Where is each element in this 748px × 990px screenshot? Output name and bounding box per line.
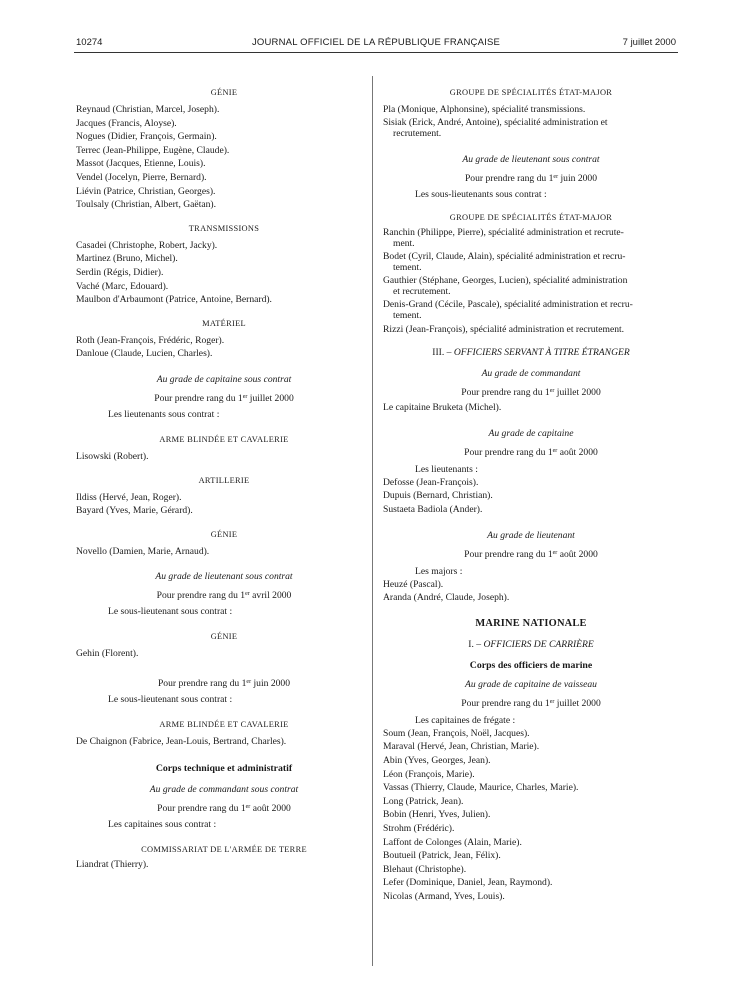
list-item: Gehin (Florent). [76,648,139,660]
list-item: Heuzé (Pascal). [383,578,444,590]
list-item: Vaché (Marc, Edouard). [76,280,169,292]
list-intro: Les capitaines de frégate : [415,714,516,726]
list-item: Ildiss (Hervé, Jean, Roger). [76,491,182,503]
list-item: Gauthier (Stéphane, Georges, Lucien), spécialité administration et recrutement. [383,274,628,297]
header-rule [74,52,678,53]
list-item: Serdin (Régis, Didier). [76,266,164,278]
list-item: Long (Patrick, Jean). [383,795,464,807]
name-list [383,476,679,517]
name-list [76,239,372,307]
list-item: Abin (Yves, Georges, Jean). [383,754,491,766]
section-title: GÉNIE [210,88,238,97]
list-item: Bodet (Cyril, Claude, Alain), spécialité administration et recru- tement. [383,250,626,273]
name-list [383,727,679,904]
list-item: Maraval (Hervé, Jean, Christian, Marie). [383,741,540,753]
section-title: GÉNIE [210,529,238,539]
list-item: Toulsaly (Christian, Albert, Gaëtan). [76,199,217,211]
list-item: Sustaeta Badiola (Ander). [383,503,483,515]
section-title: MATÉRIEL [202,318,246,328]
list-item: Nicolas (Armand, Yves, Louis). [383,890,505,902]
rank-date: Pour prendre rang du 1er juin 2000 [157,677,291,689]
rank-date: Pour prendre rang du 1er juin 2000 [464,172,598,184]
rank-date: Pour prendre rang du 1er juillet 2000 [461,697,601,709]
list-item: Nogues (Didier, François, Germain). [76,131,217,143]
name-list [76,103,372,212]
name-list [76,450,372,464]
name-list [76,545,372,559]
list-item: Boutueil (Patrick, Jean, Félix). [383,850,501,862]
rank-date: Pour prendre rang du 1er août 2000 [464,446,598,458]
list-item: Denis-Grand (Cécile, Pascale), spécialité administration et recru- tement. [383,298,633,321]
grade-heading: Au grade de lieutenant [487,529,575,541]
name-list [76,735,372,749]
list-item: Rizzi (Jean-François), spécialité administration et recrutement. [383,323,625,335]
grade-heading: Au grade de commandant [481,368,581,380]
list-item: Vendel (Jocelyn, Pierre, Bernard). [76,171,207,183]
section-title: GROUPE DE SPÉCIALITÉS ÉTAT-MAJOR [449,88,613,97]
rank-date: Pour prendre rang du 1er juillet 2000 [461,387,601,399]
section-title: GÉNIE [210,632,238,642]
left-column [76,86,372,872]
right-column [383,86,679,903]
name-list [76,491,372,518]
name-list [76,334,372,361]
grade-heading: Au grade de lieutenant sous contrat [155,571,293,583]
list-item: Liévin (Patrice, Christian, Georges). [76,185,216,197]
list-item: Liandrat (Thierry). [76,859,149,871]
list-item: Blehaut (Christophe). [383,863,467,875]
list-item: Sisiak (Erick, André, Antoine), spécialité administration et recrutement. [383,116,608,139]
list-item: Ranchin (Philippe, Pierre), spécialité administration et recrute- ment. [383,226,624,249]
column-divider [372,76,373,966]
list-item: Reynaud (Christian, Marcel, Joseph). [76,104,220,115]
grade-heading: Au grade de commandant sous contrat [149,784,299,796]
list-item: De Chaignon (Fabrice, Jean-Louis, Bertrand, Charles). [76,735,287,747]
list-item: Terrec (Jean-Philippe, Eugène, Claude). [76,144,230,156]
section-title: GROUPE DE SPÉCIALITÉS ÉTAT-MAJOR [449,212,613,222]
list-item: Danloue (Claude, Lucien, Charles). [76,348,213,360]
list-item: Defosse (Jean-François). [383,476,479,488]
list-intro: Les lieutenants sous contrat : [108,408,220,420]
grade-heading: Au grade de capitaine sous contrat [156,373,292,385]
list-item: Lisowski (Robert). [76,450,149,462]
corps-heading: Corps technique et administratif [155,763,293,775]
list-item: Dupuis (Bernard, Christian). [383,490,493,502]
rank-date: Pour prendre rang du 1er avril 2000 [156,590,292,602]
section-title: COMMISSARIAT DE L'ARMÉE DE TERRE [141,845,307,855]
section-title: ARTILLERIE [198,475,250,485]
corps-heading: Corps des officiers de marine [469,659,593,671]
name-list [383,578,679,605]
list-intro: Le sous-lieutenant sous contrat : [108,606,233,618]
list-item: Strohm (Frédéric). [383,822,455,834]
rank-date: Pour prendre rang du 1er juillet 2000 [154,392,294,404]
section-heading: III. – OFFICIERS SERVANT À TITRE ÉTRANGER [432,347,630,359]
list-intro: Les capitaines sous contrat : [108,819,217,831]
list-item: Roth (Jean-François, Frédéric, Roger). [76,334,225,346]
list-item: Martinez (Bruno, Michel). [76,253,178,265]
rank-date: Pour prendre rang du 1er août 2000 [157,803,291,815]
list-item: Casadei (Christophe, Robert, Jacky). [76,239,218,251]
grade-heading: Au grade de capitaine [488,427,574,439]
list-item: Léon (François, Marie). [383,768,475,780]
issue-date: 7 juillet 2000 [622,37,676,48]
name-list [76,647,372,661]
section-title: TRANSMISSIONS [188,223,260,233]
list-item: Le capitaine Bruketa (Michel). [383,402,502,414]
list-item: Bobin (Henri, Yves, Julien). [383,809,491,821]
list-item: Pla (Monique, Alphonsine), spécialité transmissions. [383,104,586,115]
list-item: Soum (Jean, François, Noël, Jacques). [383,727,530,739]
list-intro: Les lieutenants : [415,463,478,475]
name-list [76,858,372,872]
ministry-heading: MARINE NATIONALE [475,617,587,629]
list-intro: Les sous-lieutenants sous contrat : [415,188,547,200]
rank-date: Pour prendre rang du 1er août 2000 [464,548,598,560]
list-item: Bayard (Yves, Marie, Gérard). [76,505,193,517]
journal-title: JOURNAL OFFICIEL DE LA RÉPUBLIQUE FRANÇAISE [251,37,501,48]
section-title: ARME BLINDÉE ET CAVALERIE [159,719,289,729]
list-item: Aranda (André, Claude, Joseph). [383,592,510,604]
grade-heading: Au grade de capitaine de vaisseau [465,678,597,690]
list-item: Novello (Damien, Marie, Arnaud). [76,545,210,557]
list-item: Massot (Jacques, Etienne, Louis). [76,158,206,170]
list-item: Laffont de Colonges (Alain, Marie). [383,836,522,848]
list-item: Vassas (Thierry, Claude, Maurice, Charles, Marie). [383,782,579,794]
list-intro: Le sous-lieutenant sous contrat : [108,693,233,705]
list-item: Lefer (Dominique, Daniel, Jean, Raymond). [383,877,553,889]
page-header [76,37,676,53]
list-item: Jacques (Francis, Aloyse). [76,117,177,129]
page-number: 10274 [76,37,103,48]
list-item: Maulbon d'Arbaumont (Patrice, Antoine, Bernard). [76,294,272,306]
wrapped-list [383,227,679,321]
list-intro: Les majors : [415,565,463,577]
section-title: ARME BLINDÉE ET CAVALERIE [159,434,289,444]
grade-heading: Au grade de lieutenant sous contrat [462,153,600,165]
section-heading: I. – OFFICIERS DE CARRIÈRE [468,638,594,650]
